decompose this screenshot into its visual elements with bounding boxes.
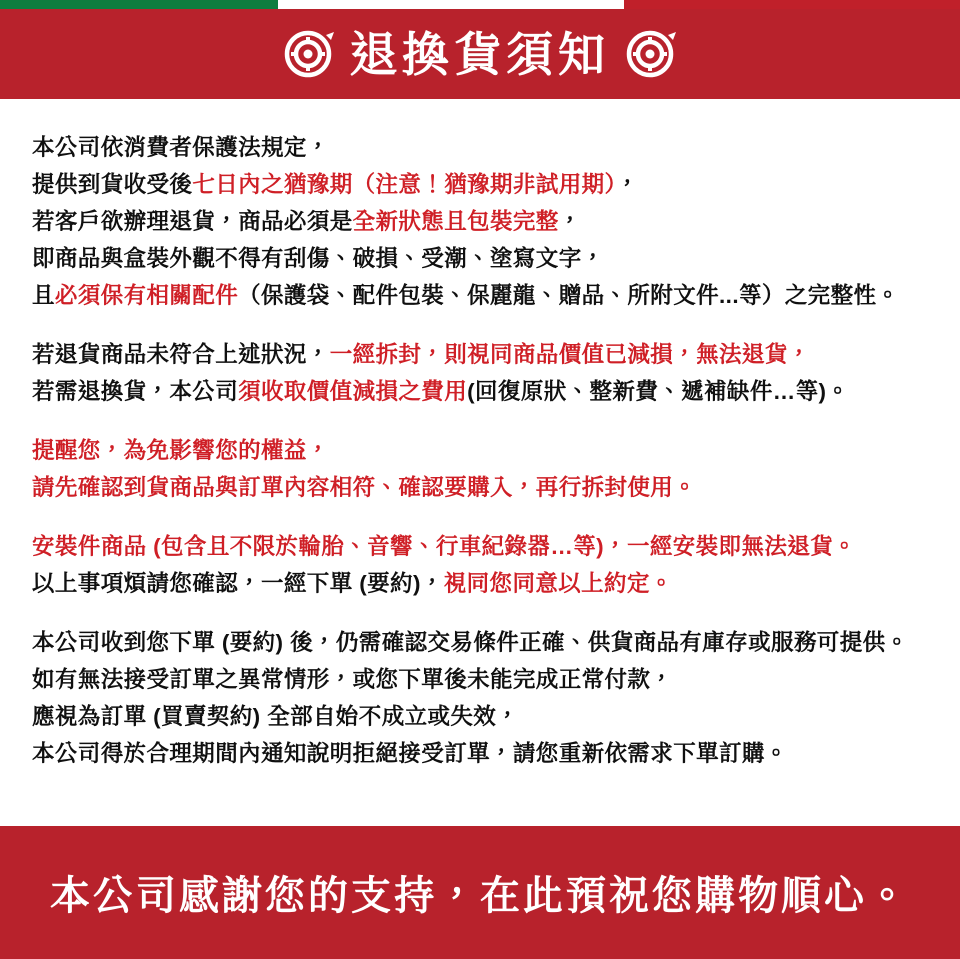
policy-line <box>32 661 928 698</box>
policy-line <box>32 129 928 166</box>
policy-text-highlight: 一經拆封，則視同商品價值已減損，無法退貨， <box>329 342 811 367</box>
policy-text-highlight: 視同您同意以上約定。 <box>443 571 673 596</box>
policy-text: 以上事項煩請您確認，一經下單 (要約)， <box>32 571 444 596</box>
policy-line <box>32 166 928 203</box>
policy-order-confirmation <box>32 624 928 772</box>
page-title: 退換貨須知 <box>350 27 610 81</box>
footer-message: 本公司感謝您的支持，在此預祝您購物順心。 <box>50 874 910 918</box>
policy-line <box>32 735 928 772</box>
policy-content <box>0 99 960 826</box>
policy-text: 若退貨商品未符合上述狀況， <box>32 342 330 367</box>
policy-line <box>32 432 928 469</box>
policy-text: 本公司得於合理期間內通知說明拒絕接受訂單，請您重新依需求下單訂購。 <box>32 741 788 766</box>
policy-line <box>32 624 928 661</box>
policy-text: 如有無法接受訂單之異常情形，或您下單後未能完成正常付款， <box>32 667 674 692</box>
policy-text-highlight: 請先確認到貨商品與訂單內容相符、確認要購入，再行拆封使用。 <box>32 475 697 500</box>
policy-text: (回復原狀、整新費、遞補缺件…等)。 <box>467 379 850 404</box>
policy-text: 本公司依消費者保護法規定， <box>32 135 330 160</box>
policy-line <box>32 698 928 735</box>
accent-segment-red <box>624 0 960 9</box>
policy-text-highlight: 全新狀態且包裝完整 <box>352 209 559 234</box>
policy-text: 提供到貨收受後 <box>32 172 193 197</box>
policy-text: 本公司收到您下單 (要約) 後，仍需確認交易條件正確、供貨商品有庫存或服務可提供。 <box>32 630 909 655</box>
policy-line <box>32 565 928 602</box>
top-accent-bar <box>0 0 960 9</box>
policy-text-highlight: 七日內之猶豫期（注意！猶豫期非試用期） <box>192 172 617 197</box>
page-header <box>0 9 960 99</box>
policy-line <box>32 373 928 410</box>
page-footer <box>0 826 960 959</box>
policy-text-highlight: 必須保有相關配件 <box>54 283 239 308</box>
policy-text: 應視為訂單 (買賣契約) 全部自始不成立或失效， <box>32 704 520 729</box>
policy-reminder <box>32 432 928 506</box>
policy-text-highlight: 提醒您，為免影響您的權益， <box>32 438 330 463</box>
policy-installation-items <box>32 528 928 602</box>
wheel-icon <box>624 27 678 81</box>
policy-line <box>32 336 928 373</box>
policy-line <box>32 528 928 565</box>
policy-line <box>32 203 928 240</box>
policy-text-highlight: 安裝件商品 (包含且不限於輪胎、音響、行車紀錄器…等)，一經安裝即無法退貨。 <box>32 534 856 559</box>
policy-line <box>32 240 928 277</box>
policy-text: 即商品與盒裝外觀不得有刮傷、破損、受潮、塗寫文字， <box>32 246 605 271</box>
accent-segment-white <box>278 0 624 9</box>
policy-text: ， <box>616 172 640 197</box>
policy-text: ， <box>558 209 582 234</box>
policy-text-highlight: 須收取價值減損之費用 <box>238 379 468 404</box>
policy-text: （保護袋、配件包裝、保麗龍、贈品、所附文件...等）之完整性。 <box>238 283 900 308</box>
wheel-icon <box>282 27 336 81</box>
policy-text: 且 <box>32 283 55 308</box>
policy-text: 若客戶欲辦理退貨，商品必須是 <box>32 209 353 234</box>
accent-segment-green <box>0 0 278 9</box>
policy-text: 若需退換貨，本公司 <box>32 379 239 404</box>
policy-line <box>32 469 928 506</box>
policy-return-conditions <box>32 129 928 314</box>
policy-non-conforming <box>32 336 928 410</box>
policy-line <box>32 277 928 314</box>
